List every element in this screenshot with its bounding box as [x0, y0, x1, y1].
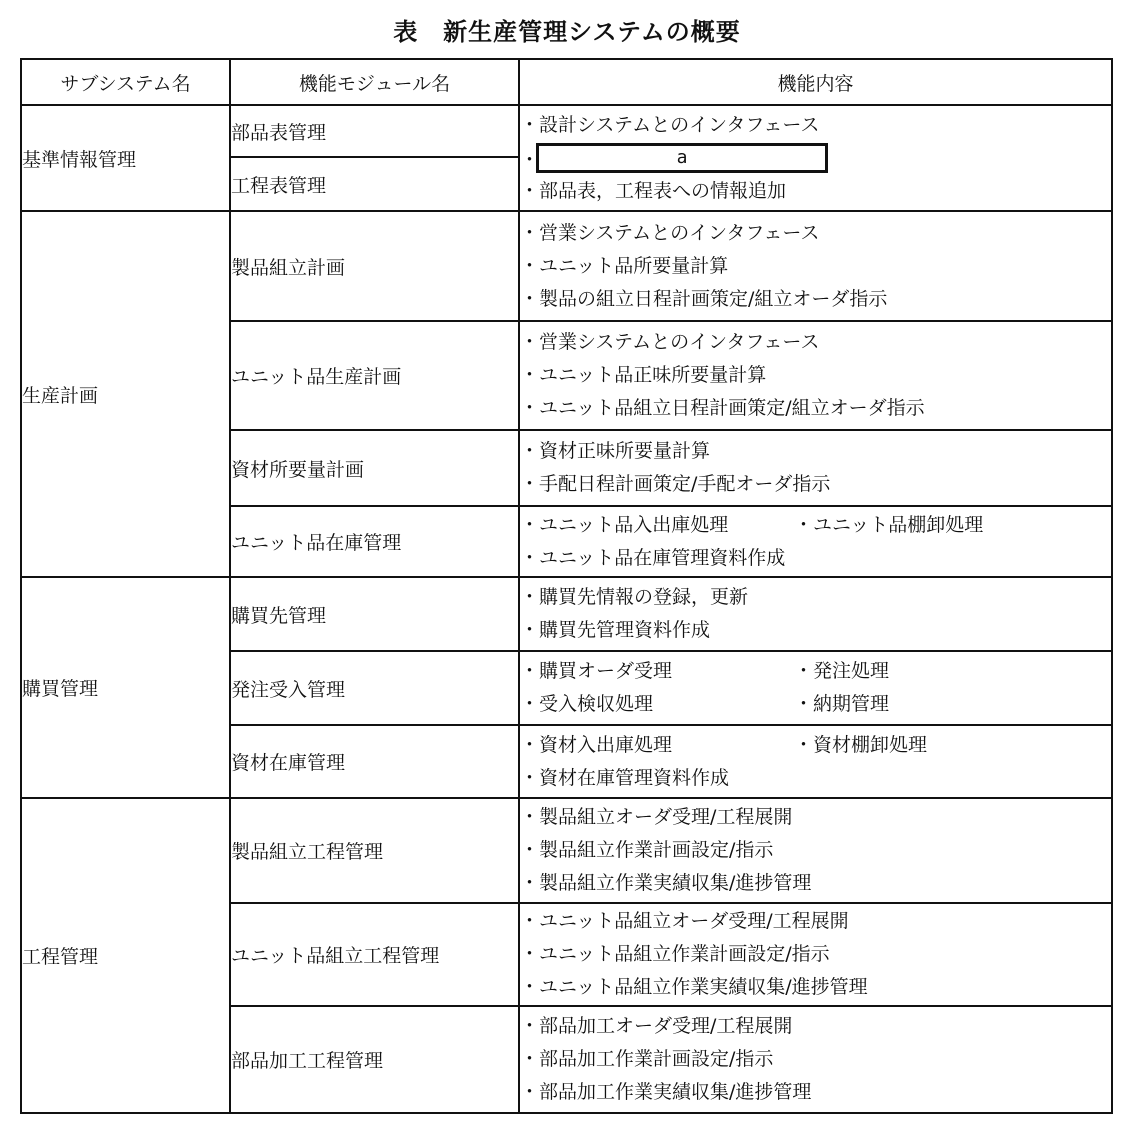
- function-line: [520, 1010, 1111, 1043]
- function-line: [520, 283, 1111, 316]
- module-cell: 購買先管理: [230, 577, 519, 651]
- function-cell: [519, 430, 1112, 506]
- function-item: ・ユニット品組立オーダ受理/工程展開: [520, 910, 849, 932]
- table-row: [21, 105, 1112, 157]
- function-line: [520, 688, 1111, 721]
- subsystem-cell: 基準情報管理: [21, 105, 230, 211]
- function-item: ・製品組立作業計画設定/指示: [520, 839, 774, 861]
- function-item: ・ユニット品組立日程計画策定/組立オーダ指示: [520, 397, 925, 419]
- module-cell: 部品加工工程管理: [230, 1006, 519, 1113]
- header-function: 機能内容: [519, 59, 1112, 105]
- subsystem-cell: 生産計画: [21, 211, 230, 577]
- function-cell: [519, 506, 1112, 577]
- function-line: [520, 867, 1111, 900]
- header-subsystem: サブシステム名: [21, 59, 230, 105]
- function-line: [520, 834, 1111, 867]
- system-overview-table: [20, 58, 1113, 1114]
- function-line: [520, 326, 1111, 359]
- function-item: ・購買先管理資料作成: [520, 619, 711, 641]
- blank-bullet: ・: [520, 148, 540, 171]
- function-line: [520, 1076, 1111, 1109]
- function-item: ・納期管理: [794, 693, 890, 715]
- function-line: [520, 359, 1111, 392]
- function-cell: [519, 577, 1112, 651]
- function-line: [520, 729, 1111, 762]
- function-line: [520, 392, 1111, 425]
- function-line: [520, 971, 1111, 1004]
- header-row: [21, 59, 1112, 105]
- function-item: ・製品の組立日程計画策定/組立オーダ指示: [520, 287, 888, 310]
- document-title: 表 新生産管理システムの概要: [393, 18, 741, 46]
- function-line: [520, 109, 1111, 142]
- function-line: [520, 542, 1111, 575]
- function-item: ・営業システムとのインタフェース: [520, 331, 820, 353]
- function-item: ・ユニット品正味所要量計算: [520, 364, 767, 386]
- function-item: ・資材棚卸処理: [794, 733, 928, 756]
- function-line: [520, 217, 1111, 250]
- function-cell: [519, 798, 1112, 903]
- function-cell: [519, 651, 1112, 725]
- subsystem-cell: 購買管理: [21, 577, 230, 798]
- function-cell: [519, 105, 1112, 211]
- function-item: ・部品加工オーダ受理/工程展開: [520, 1015, 793, 1037]
- function-line: [520, 801, 1111, 834]
- function-item: ・手配日程計画策定/手配オーダ指示: [520, 473, 831, 495]
- function-item: ・発注処理: [794, 660, 890, 682]
- function-line: [520, 250, 1111, 283]
- module-cell: ユニット品在庫管理: [230, 506, 519, 577]
- function-line: [520, 614, 1111, 647]
- function-cell: [519, 725, 1112, 798]
- table-row: [21, 211, 1112, 321]
- module-cell: 部品表管理: [230, 105, 519, 157]
- function-line: [520, 905, 1111, 938]
- function-line: [520, 468, 1111, 501]
- function-cell: [519, 211, 1112, 321]
- function-item: ・ユニット品組立作業実績収集/進捗管理: [520, 976, 868, 998]
- module-cell: 資材所要量計画: [230, 430, 519, 506]
- blank-line: [520, 142, 1111, 175]
- function-item: ・製品組立オーダ受理/工程展開: [520, 806, 793, 828]
- function-line: [520, 1043, 1111, 1076]
- function-item: ・ユニット品所要量計算: [520, 254, 729, 277]
- subsystem-cell: 工程管理: [21, 798, 230, 1113]
- function-line: [520, 655, 1111, 688]
- function-cell: [519, 1006, 1112, 1113]
- function-item: ・資材在庫管理資料作成: [520, 766, 730, 789]
- module-cell: ユニット品組立工程管理: [230, 903, 519, 1006]
- module-cell: 発注受入管理: [230, 651, 519, 725]
- function-item: ・部品表，工程表への情報追加: [520, 179, 787, 202]
- header-module: 機能モジュール名: [230, 59, 519, 105]
- function-item: ・設計システムとのインタフェース: [520, 113, 820, 136]
- function-item: ・資材正味所要量計算: [520, 440, 711, 462]
- module-cell: ユニット品生産計画: [230, 321, 519, 430]
- module-cell: 工程表管理: [230, 157, 519, 211]
- module-cell: 製品組立計画: [230, 211, 519, 321]
- function-item: ・ユニット品入出庫処理: [520, 513, 729, 536]
- function-cell: [519, 903, 1112, 1006]
- function-item: ・受入検収処理: [520, 693, 654, 715]
- function-item: ・購買先情報の登録，更新: [520, 586, 749, 608]
- module-cell: 製品組立工程管理: [230, 798, 519, 903]
- function-item: ・部品加工作業計画設定/指示: [520, 1048, 774, 1070]
- function-item: ・購買オーダ受理: [520, 660, 673, 682]
- table-row: [21, 577, 1112, 651]
- blank-box-a: a: [536, 143, 828, 173]
- function-line: [520, 938, 1111, 971]
- table-row: [21, 798, 1112, 903]
- function-line: [520, 762, 1111, 795]
- function-cell: [519, 321, 1112, 430]
- function-item: ・製品組立作業実績収集/進捗管理: [520, 872, 812, 894]
- module-cell: 資材在庫管理: [230, 725, 519, 798]
- function-line: [520, 435, 1111, 468]
- function-item: ・ユニット品棚卸処理: [794, 513, 984, 536]
- function-item: ・資材入出庫処理: [520, 733, 673, 756]
- function-item: ・ユニット品在庫管理資料作成: [520, 546, 786, 569]
- function-line: [520, 509, 1111, 542]
- function-line: [520, 175, 1111, 208]
- function-item: ・営業システムとのインタフェース: [520, 221, 820, 244]
- table-body: [21, 105, 1112, 1113]
- function-item: ・部品加工作業実績収集/進捗管理: [520, 1081, 812, 1103]
- function-line: [520, 581, 1111, 614]
- function-item: ・ユニット品組立作業計画設定/指示: [520, 943, 830, 965]
